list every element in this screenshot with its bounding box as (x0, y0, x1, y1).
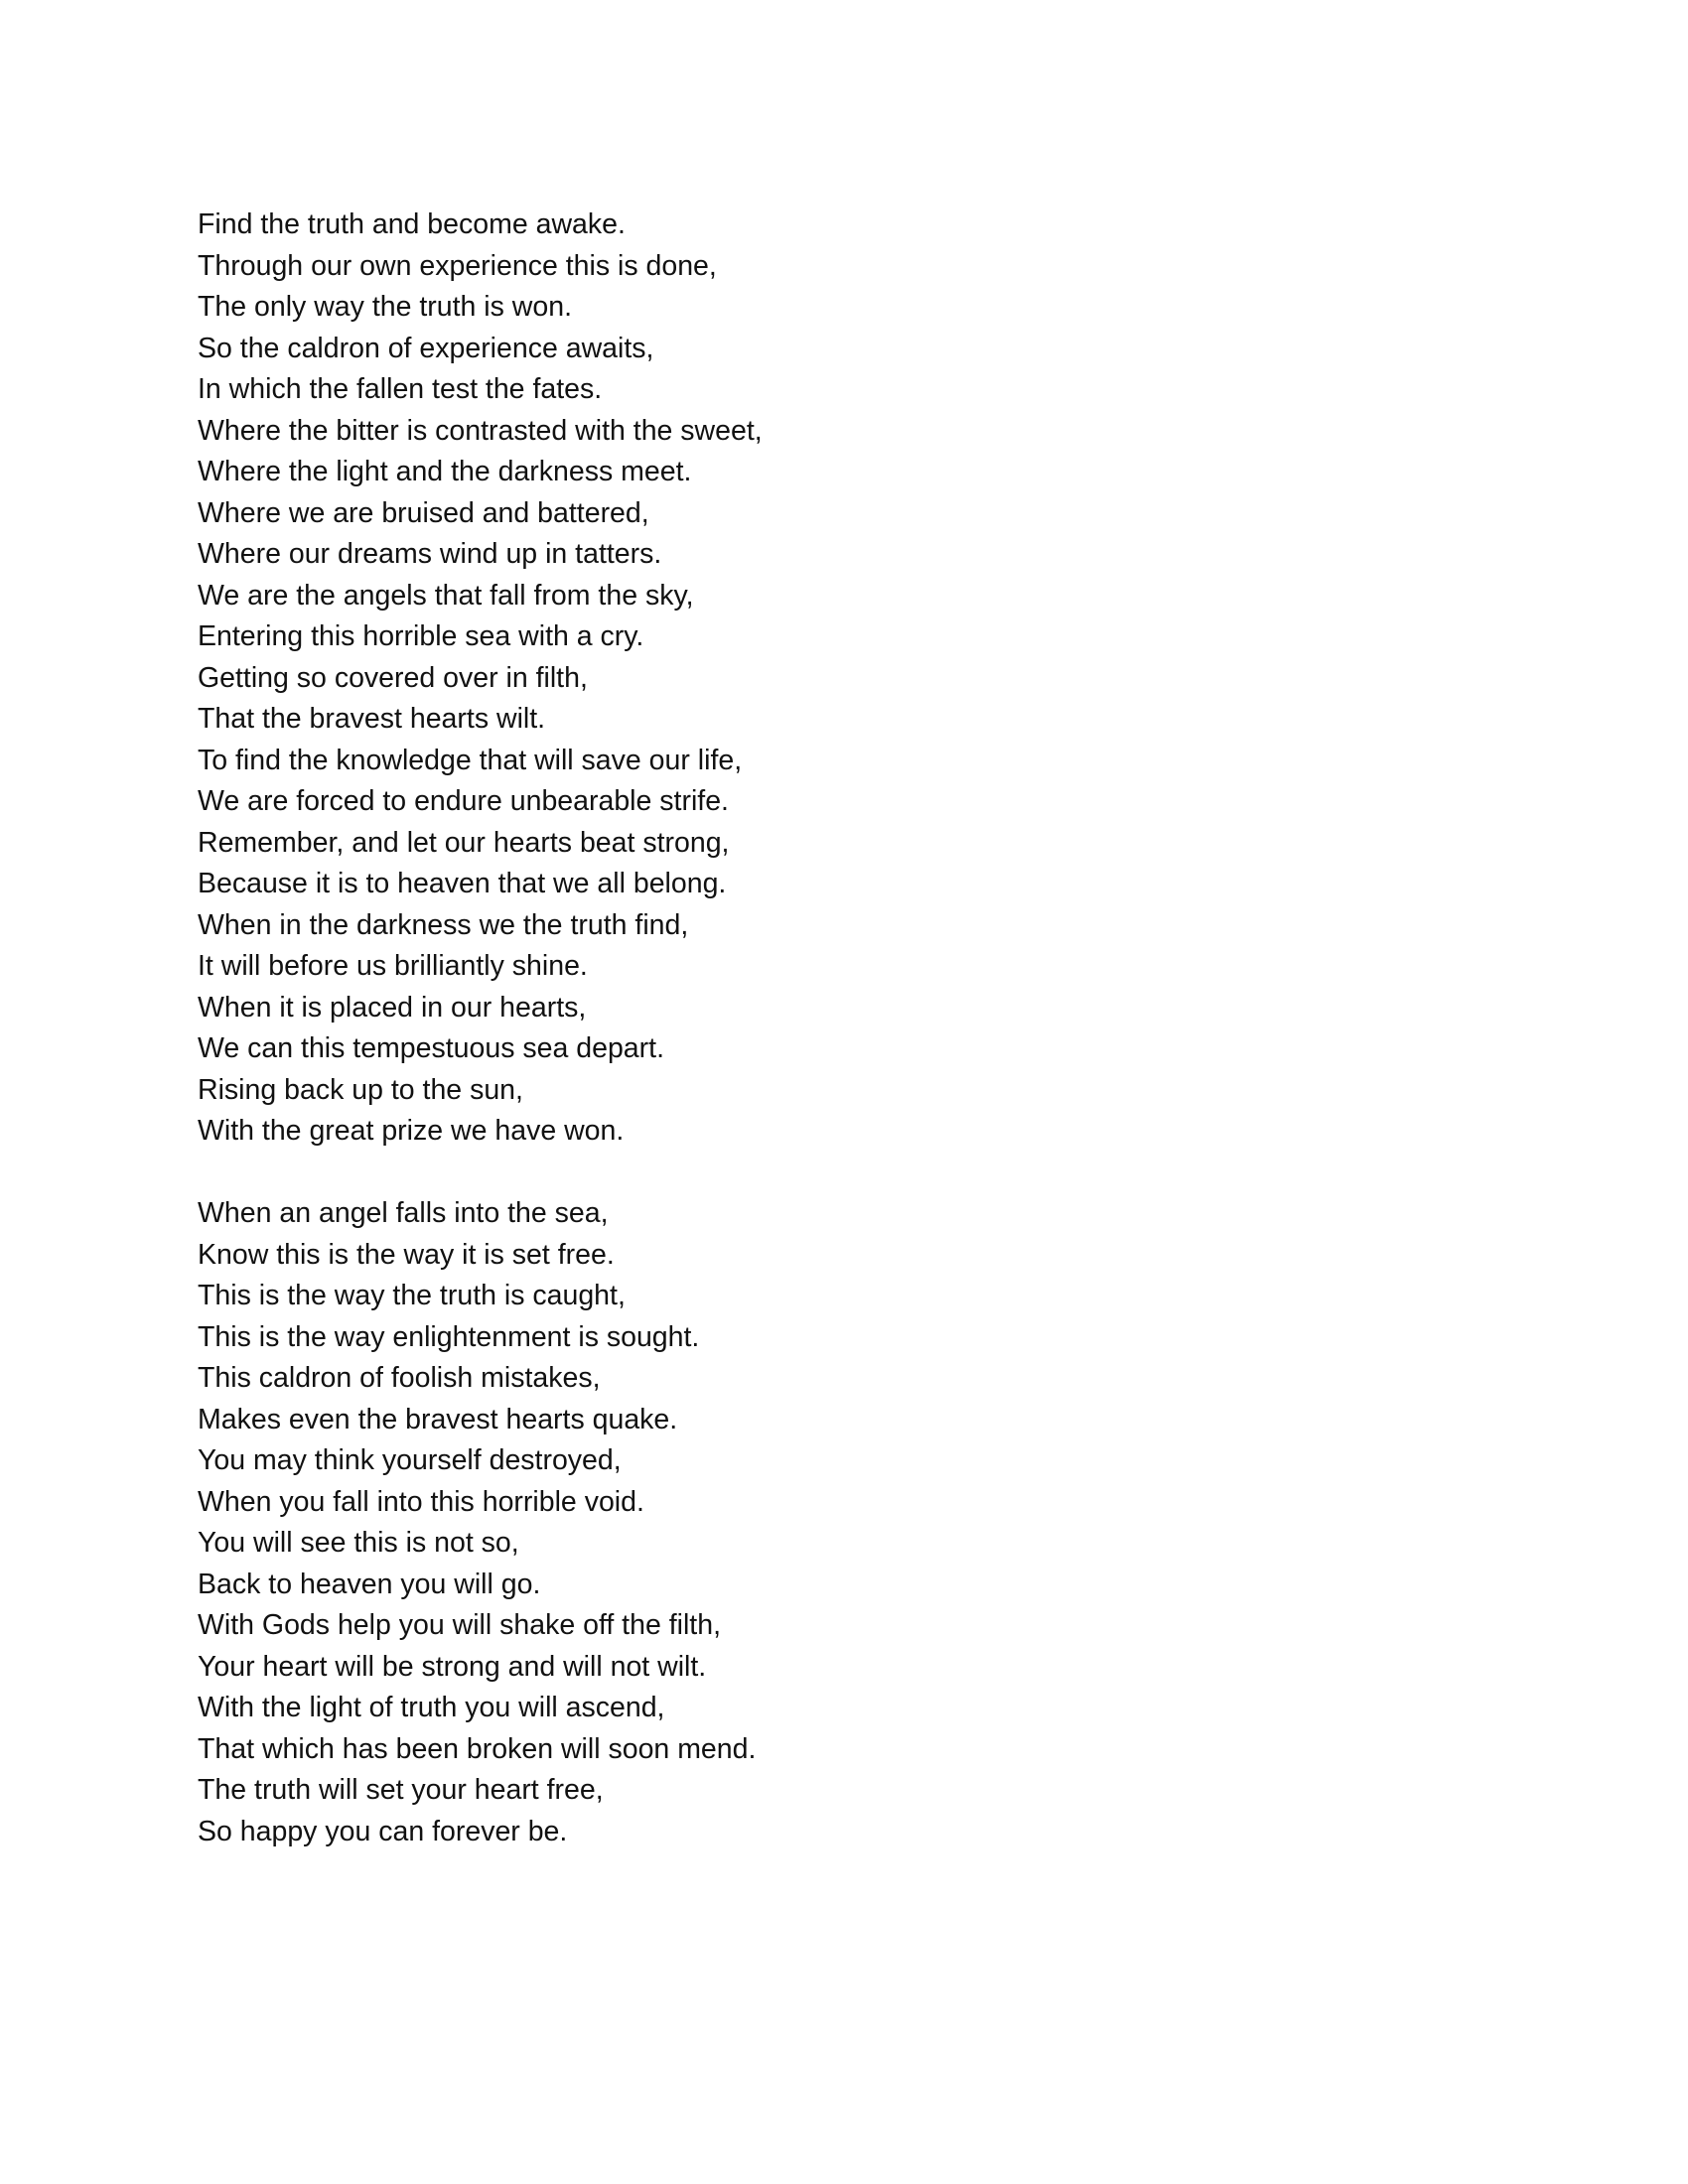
poem-line: Where our dreams wind up in tatters. (198, 538, 662, 570)
poem-line: When in the darkness we the truth find, (198, 908, 689, 941)
poem-line: Know this is the way it is set free. (198, 1238, 615, 1271)
poem-line: We are forced to endure unbearable strife. (198, 785, 729, 817)
poem-line: When it is placed in our hearts, (198, 991, 587, 1024)
poem-line: Because it is to heaven that we all belong. (198, 868, 727, 899)
poem-line: The only way the truth is won. (198, 291, 573, 323)
poem-line: That which has been broken will soon mend. (198, 1732, 757, 1765)
stanza-1 (198, 205, 1488, 1153)
stanza-2 (198, 1193, 1488, 1852)
poem-line: It will before us brilliantly shine. (198, 950, 588, 982)
poem-line: You will see this is not so, (198, 1527, 519, 1559)
poem-line: Where we are bruised and battered, (198, 496, 649, 529)
poem-line: When an angel falls into the sea, (198, 1197, 609, 1229)
poem-line: Entering this horrible sea with a cry. (198, 620, 644, 652)
poem-line: So the caldron of experience awaits, (198, 332, 654, 364)
poem-line: When you fall into this horrible void. (198, 1485, 644, 1518)
poem-line: With Gods help you will shake off the filth, (198, 1609, 721, 1641)
poem-line: Rising back up to the sun, (198, 1073, 523, 1106)
poem-line: This is the way enlightenment is sought. (198, 1320, 700, 1353)
poem-line: Back to heaven you will go. (198, 1568, 541, 1600)
poem-line: That the bravest hearts wilt. (198, 703, 546, 735)
poem-line: To find the knowledge that will save our life, (198, 744, 743, 776)
poem-line: Remember, and let our hearts beat strong, (198, 826, 730, 859)
poem-line: We can this tempestuous sea depart. (198, 1032, 664, 1064)
poem-line: Getting so covered over in filth, (198, 661, 588, 694)
poem-line: With the great prize we have won. (198, 1115, 625, 1147)
poem-line: Where the light and the darkness meet. (198, 456, 692, 487)
poem-line: This caldron of foolish mistakes, (198, 1362, 601, 1394)
poem-line: Find the truth and become awake. (198, 208, 626, 240)
poem-line: You may think yourself destroyed, (198, 1444, 622, 1476)
poem-line: Your heart will be strong and will not wilt. (198, 1650, 707, 1683)
poem-line: With the light of truth you will ascend, (198, 1692, 665, 1723)
poem-line: So happy you can forever be. (198, 1815, 568, 1847)
poem-line: This is the way the truth is caught, (198, 1280, 626, 1311)
poem-line: In which the fallen test the fates. (198, 373, 603, 405)
poem-line: Through our own experience this is done, (198, 249, 717, 282)
poem-line: We are the angels that fall from the sky, (198, 579, 694, 612)
poem-line: Where the bitter is contrasted with the sweet, (198, 414, 763, 447)
poem-line: Makes even the bravest hearts quake. (198, 1403, 678, 1435)
poem-line: The truth will set your heart free, (198, 1774, 604, 1806)
poem-body (198, 205, 1488, 1852)
